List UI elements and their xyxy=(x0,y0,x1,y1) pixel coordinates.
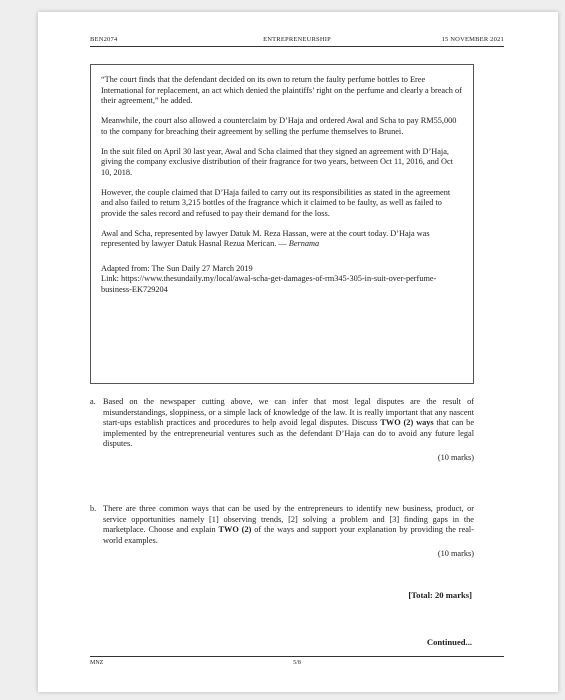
subject-title: ENTREPRENEURSHIP xyxy=(263,36,331,43)
exam-page xyxy=(38,12,558,692)
newspaper-cutting-box xyxy=(90,64,474,384)
question-text: There are three common ways that can be used by the entrepreneurs to identify new business, product, or service opportunities namely [1] observing trends, [2] solving a problem and [3] finding gaps in the marketplace. Choose and explain TWO (2) of the ways and support your explanation by providing the real-world examples. xyxy=(103,504,474,545)
question-text: Based on the newspaper cutting above, we can infer that most legal disputes are the result of misunderstandings, sloppiness, or a simple lack of knowledge of the law. It is really important that any nascent start-ups establish practices and procedures to help avoid legal disputes. Discuss TWO (2) ways that can be implemented by the entrepreneurial ventures such as the defendant D’Haja can do to avoid any future legal disputes. xyxy=(103,397,474,449)
continued-label: Continued... xyxy=(426,637,472,647)
course-code: BEN2074 xyxy=(90,36,118,43)
source-citation xyxy=(101,264,463,296)
article-text: Awal and Scha, represented by lawyer Datuk M. Reza Hassan, were at the court today. D’Haja was represented by lawyer Datuk Hasnal Rezua Merican. — xyxy=(101,228,430,248)
question-label: b. xyxy=(90,504,97,513)
question-marks: (10 marks) xyxy=(437,452,474,462)
article-source: Bernama xyxy=(288,239,320,248)
question-marks: (10 marks) xyxy=(437,549,474,559)
total-marks: [Total: 20 marks] xyxy=(408,590,472,600)
exam-date: 15 NOVEMBER 2021 xyxy=(441,36,504,43)
question-label: a. xyxy=(90,397,96,406)
source-link: Link: https://www.thesundaily.my/local/awal-scha-get-damages-of-rm345-305-in-suit-over-perfume-business-EK729204 xyxy=(101,274,437,294)
page-header xyxy=(90,34,504,47)
article-paragraph: In the suit filed on April 30 last year, Awal and Scha claimed that they signed an agreement with D’Haja, giving the company exclusive distribution of their fragrance for two years, between Oct 11, 2016, and Oct 10, 2018. xyxy=(101,146,453,177)
article-paragraph: However, the couple claimed that D’Haja failed to carry out its responsibilities as stated in the agreement and also failed to return 3,215 bottles of the fragrance which it claimed to be faulty, as well as failed to provide the sales record and refused to pay their demand for the loss. xyxy=(101,187,451,218)
page-number: 5/8 xyxy=(293,660,301,666)
adapted-from: Adapted from: The Sun Daily 27 March 2019 xyxy=(101,263,253,273)
question-a xyxy=(90,397,474,464)
footer-initials: MNZ xyxy=(90,660,104,666)
article-paragraph: “The court finds that the defendant decided on its own to return the faulty perfume bottles to Eree International for replacement, an act which denied the plaintiffs’ right on the perfume and clearly a breach of their agreement,” he added. xyxy=(101,75,462,105)
question-b xyxy=(90,504,474,560)
article-paragraph: Meanwhile, the court also allowed a counterclaim by D’Haja and ordered Awal and Scha to pay RM55,000 to the company for breaching their agreement by selling the perfume themselves to Brunei. xyxy=(101,116,457,136)
page-footer xyxy=(90,656,504,669)
article-paragraph xyxy=(101,229,463,250)
